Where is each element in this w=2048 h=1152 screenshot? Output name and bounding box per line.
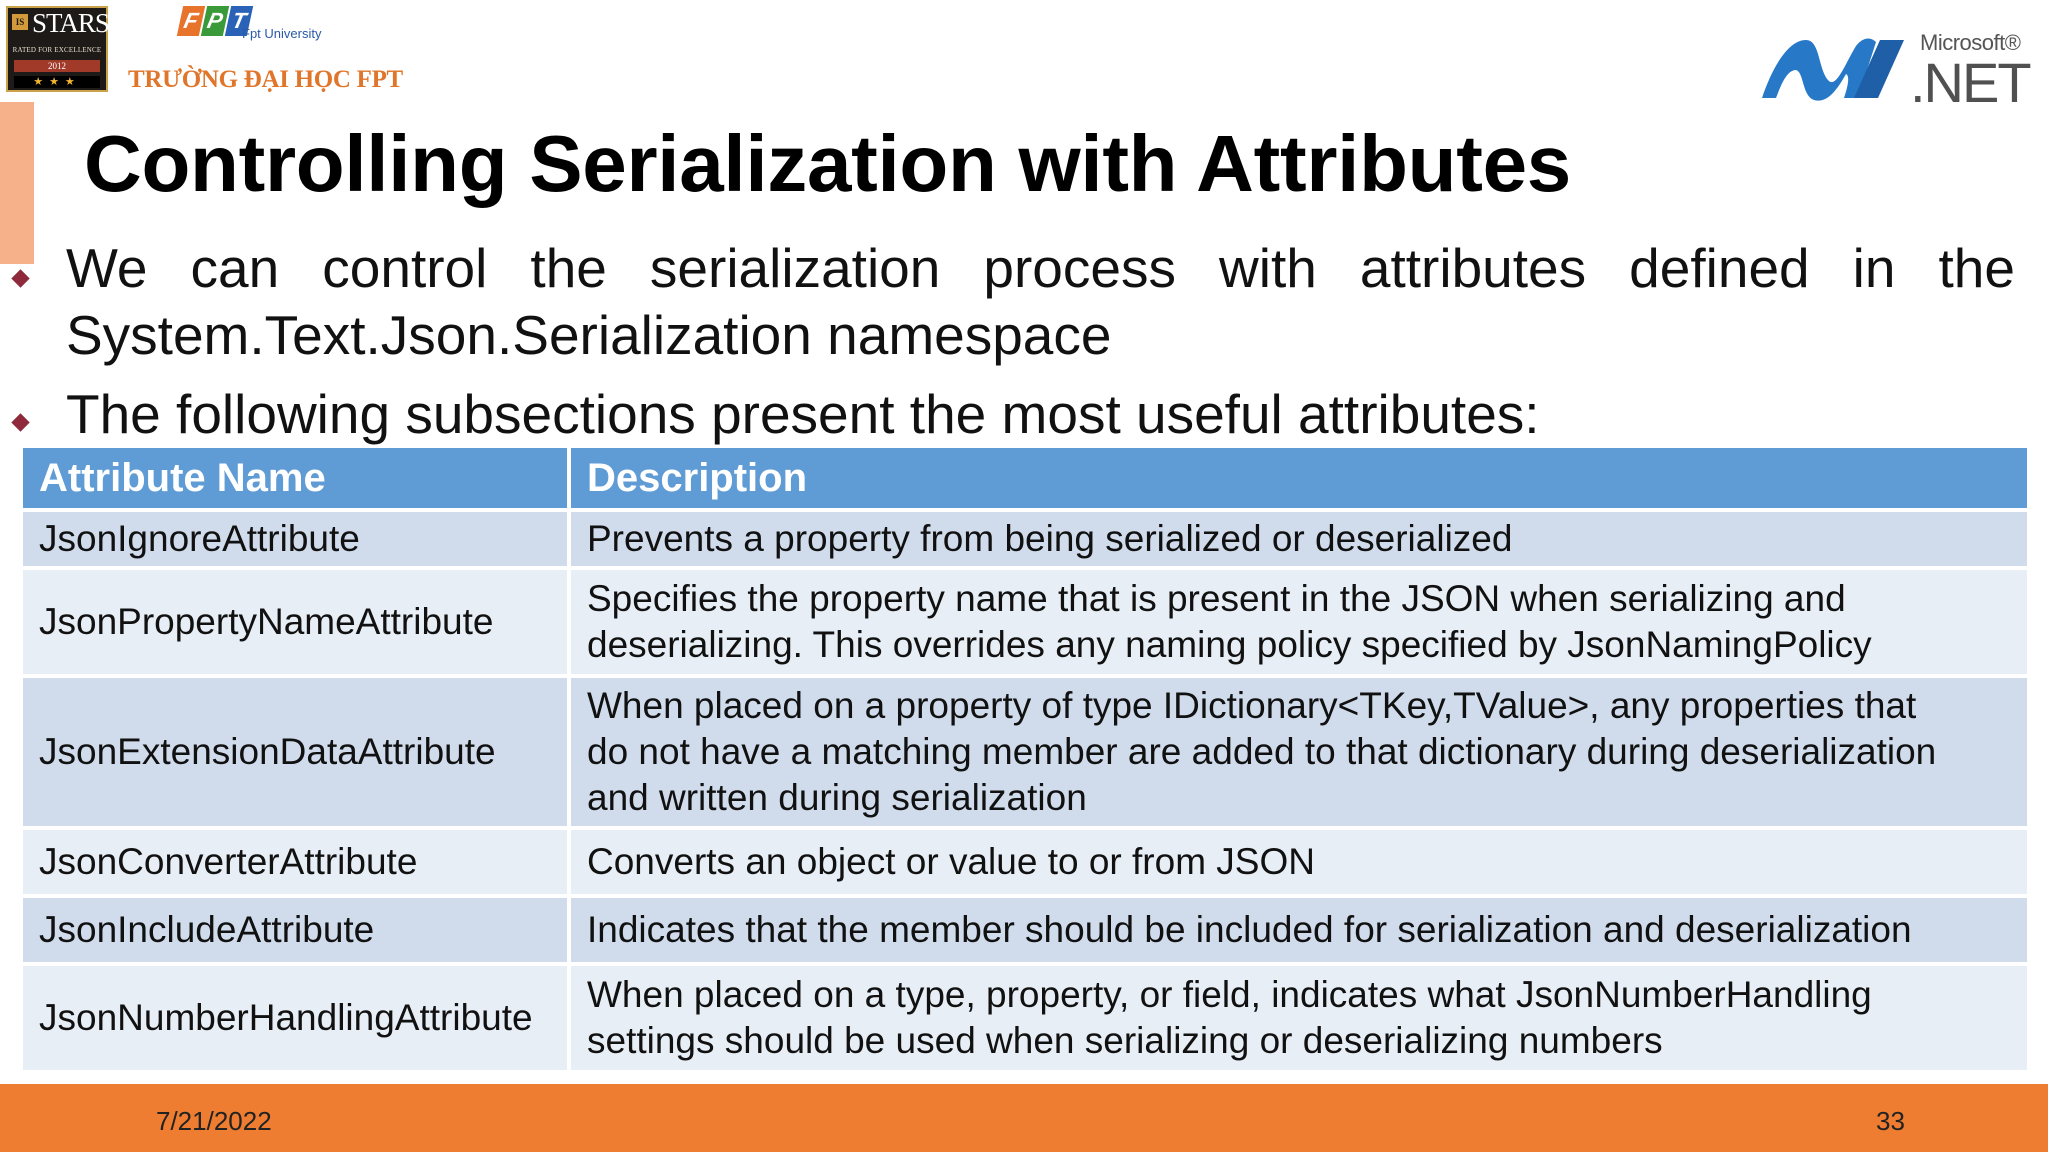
table-row <box>23 898 2031 966</box>
stars-tagline: RATED FOR EXCELLENCE <box>12 46 102 54</box>
bullet-1-line-1: We can control the serialization process with attributes defined in the <box>66 237 2015 299</box>
description-line: do not have a matching member are added to that dictionary during deserialization <box>587 731 1937 772</box>
dotnet-logo <box>1758 28 2030 114</box>
description-cell <box>571 966 2031 1074</box>
stars-year: 2012 <box>14 60 100 72</box>
bullet-1-line-2: System.Text.Json.Serialization namespace <box>66 304 1112 366</box>
fpt-university-label: Fpt University <box>242 26 322 41</box>
table-row <box>23 966 2031 1074</box>
description-line: When placed on a property of type IDictionary<TKey,TValue>, any properties that <box>587 685 1917 726</box>
stars-rating: ★★★ <box>14 76 100 88</box>
description-cell <box>571 570 2031 678</box>
description-line: deserializing. This overrides any naming policy specified by JsonNamingPolicy <box>587 624 1872 665</box>
bullet-2: The following subsections present the most useful attributes: <box>66 383 1540 445</box>
description-cell <box>571 830 2031 898</box>
description-line: settings should be used when serializing or deserializing numbers <box>587 1020 1663 1061</box>
page-number: 33 <box>1876 1106 1905 1136</box>
bullet-diamond-icon <box>11 413 29 431</box>
stars-mark: IS <box>12 14 28 30</box>
description-line: Converts an object or value to or from JSON <box>587 841 1315 882</box>
attribute-name-cell: JsonPropertyNameAttribute <box>23 570 571 678</box>
stars-logo <box>6 6 108 92</box>
description-line: Specifies the property name that is present in the JSON when serializing and <box>587 578 1846 619</box>
header-attribute-name: Attribute Name <box>23 448 571 512</box>
attribute-name-cell: JsonExtensionDataAttribute <box>23 678 571 830</box>
attribute-name-cell: JsonConverterAttribute <box>23 830 571 898</box>
school-name: TRƯỜNG ĐẠI HỌC FPT <box>128 66 403 93</box>
fpt-letter-t: T <box>225 6 253 36</box>
attribute-name-cell: JsonIgnoreAttribute <box>23 512 571 570</box>
slide-title: Controlling Serialization with Attributes <box>84 119 1571 208</box>
fpt-letter-f: F <box>177 6 205 36</box>
table-header-row <box>23 448 2031 512</box>
bullet-diamond-icon <box>11 269 29 287</box>
table-row <box>23 830 2031 898</box>
fpt-letter-p: P <box>201 6 229 36</box>
attribute-name-cell: JsonNumberHandlingAttribute <box>23 966 571 1074</box>
fpt-university-logo <box>128 4 403 99</box>
attribute-name-cell: JsonIncludeAttribute <box>23 898 571 966</box>
description-line: and written during serialization <box>587 777 1087 818</box>
stars-word: STARS <box>32 8 109 38</box>
table-row <box>23 512 2031 570</box>
description-cell <box>571 678 2031 830</box>
header-description: Description <box>571 448 2031 512</box>
net-label: .NET <box>1910 51 2030 114</box>
description-line: Prevents a property from being serialized or deserialized <box>587 518 1513 559</box>
footer-date: 7/21/2022 <box>156 1106 272 1136</box>
description-line: When placed on a type, property, or field, indicates what JsonNumberHandling <box>587 974 1872 1015</box>
description-line: Indicates that the member should be included for serialization and deserialization <box>587 909 1912 950</box>
description-cell <box>571 512 2031 570</box>
left-accent-bar <box>0 102 34 264</box>
description-cell <box>571 898 2031 966</box>
table-row <box>23 570 2031 678</box>
dotnet-swoosh-icon <box>1758 28 1908 108</box>
microsoft-label: Microsoft® <box>1920 30 2021 55</box>
table-row <box>23 678 2031 830</box>
slide-footer <box>0 1084 2048 1152</box>
attributes-table <box>23 448 2031 1074</box>
